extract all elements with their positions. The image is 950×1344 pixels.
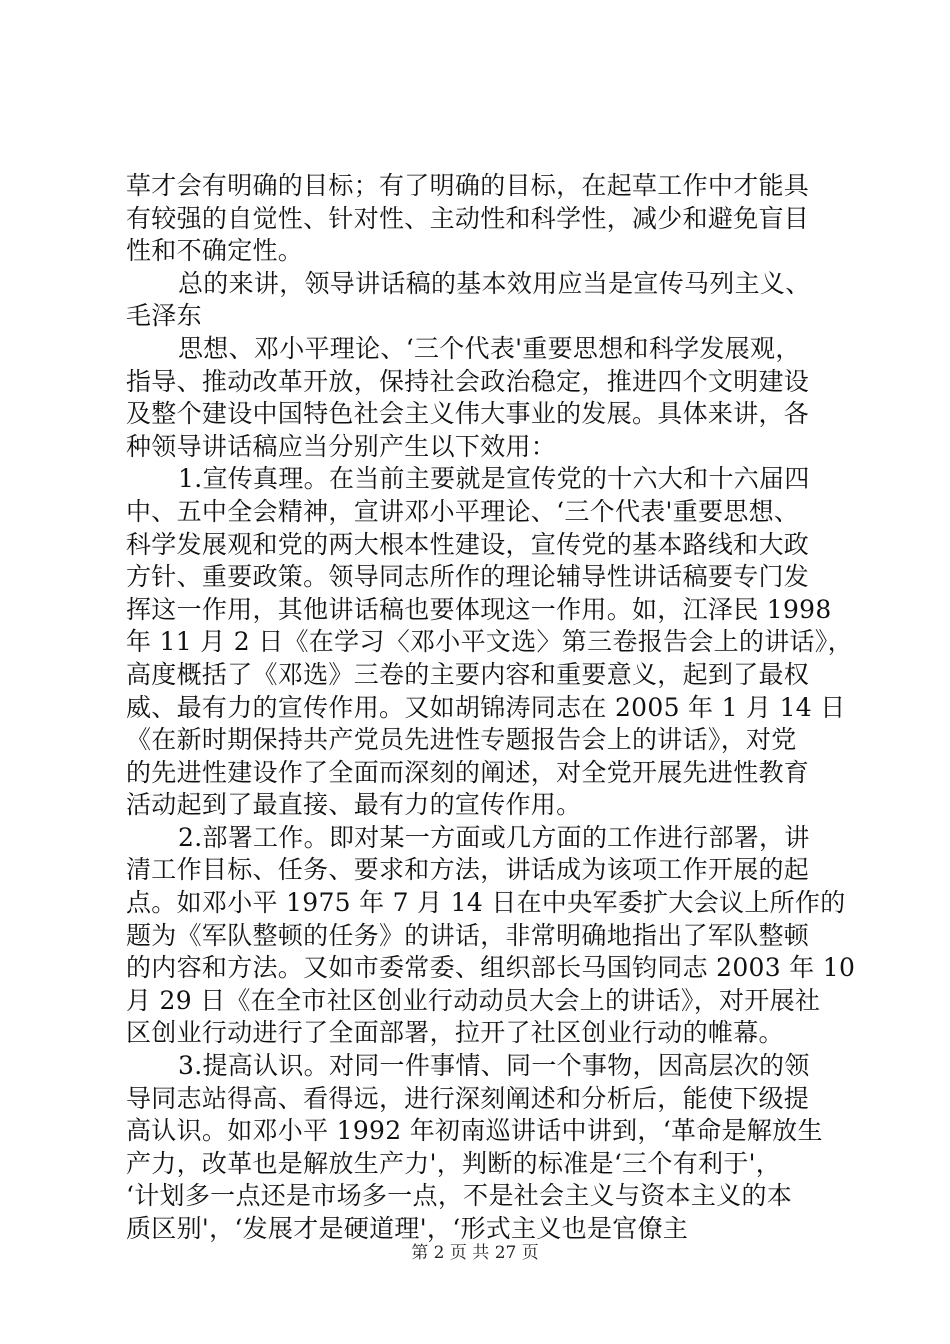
text-line: 威、最有力的宣传作用。又如胡锦涛同志在 2005 年 1 月 14 日 bbox=[126, 692, 846, 722]
text-line: 高度概括了《邓选》三卷的主要内容和重要意义，起到了最权 bbox=[126, 659, 810, 689]
text-line: 及整个建设中国特色社会主义伟大事业的发展。具体来讲，各 bbox=[126, 399, 810, 429]
text-line: 方针、重要政策。领导同志所作的理论辅导性讲话稿要专门发 bbox=[126, 562, 810, 592]
text-line: 2.部署工作。即对某一方面或几方面的工作进行部署，讲 bbox=[178, 822, 810, 852]
text-line: 点。如邓小平 1975 年 7 月 14 日在中央军委扩大会议上所作的 bbox=[126, 888, 846, 918]
text-line: 导同志站得高、看得远，进行深刻阐述和分析后，能使下级提 bbox=[126, 1083, 810, 1113]
text-line: ‘计划多一点还是市场多一点，不是社会主义与资本主义的本 bbox=[126, 1181, 793, 1211]
document-body bbox=[126, 170, 856, 1246]
text-line: 3.提高认识。对同一件事情、同一个事物，因高层次的领 bbox=[178, 1051, 810, 1081]
text-line: 《在新时期保持共产党员先进性专题报告会上的讲话》，对党 bbox=[126, 725, 797, 755]
text-line: 产力，改革也是解放生产力'，判断的标准是‘三个有利于'， bbox=[126, 1148, 782, 1178]
text-line: 年 11 月 2 日《在学习〈邓小平文选〉第三卷报告会上的讲话》， bbox=[126, 627, 853, 657]
text-line: 清工作目标、任务、要求和方法，讲话成为该项工作开展的起 bbox=[126, 855, 810, 885]
text-line: 中、五中全会精神，宣讲邓小平理论、‘三个代表'重要思想、 bbox=[126, 496, 800, 526]
text-line: 区创业行动进行了全面部署，拉开了社区创业行动的帷幕。 bbox=[126, 1018, 784, 1048]
text-line: 质区别'，‘发展才是硬道理'，‘形式主义也是官僚主 bbox=[126, 1214, 689, 1243]
text-line: 草才会有明确的目标；有了明确的目标，在起草工作中才能具 bbox=[126, 171, 810, 200]
text-line: 的先进性建设作了全面而深刻的阐述，对全党开展先进性教育 bbox=[126, 757, 810, 787]
text-line: 的内容和方法。又如市委常委、组织部长马国钧同志 2003 年 10 bbox=[126, 953, 856, 983]
text-line: 毛泽东 bbox=[126, 301, 202, 331]
text-line: 挥这一作用，其他讲话稿也要体现这一作用。如，江泽民 1998 bbox=[126, 594, 832, 624]
text-line: 总的来讲，领导讲话稿的基本效用应当是宣传马列主义、 bbox=[178, 268, 811, 298]
text-line: 思想、邓小平理论、‘三个代表'重要思想和科学发展观， bbox=[178, 333, 801, 363]
text-line: 月 29 日《在全市社区创业行动动员大会上的讲话》，对开展社 bbox=[126, 985, 821, 1015]
text-line: 科学发展观和党的两大根本性建设，宣传党的基本路线和大政 bbox=[126, 529, 810, 559]
text-line: 高认识。如邓小平 1992 年初南巡讲话中讲到，‘革命是解放生 bbox=[126, 1116, 823, 1146]
text-line: 种领导讲话稿应当分别产生以下效用： bbox=[126, 431, 557, 461]
text-line: 性和不确定性。 bbox=[126, 236, 304, 266]
text-line: 1.宣传真理。在当前主要就是宣传党的十六大和十六届四 bbox=[178, 464, 810, 494]
text-line: 有较强的自觉性、针对性、主动性和科学性，减少和避免盲目 bbox=[126, 203, 810, 233]
text-line: 指导、推动改革开放，保持社会政治稳定，推进四个文明建设 bbox=[126, 366, 810, 396]
text-line: 题为《军队整顿的任务》的讲话，非常明确地指出了军队整顿 bbox=[126, 920, 810, 950]
text-line: 活动起到了最直接、最有力的宣传作用。 bbox=[126, 790, 582, 820]
page-number: 第 2 页 共 27 页 bbox=[411, 1243, 539, 1263]
